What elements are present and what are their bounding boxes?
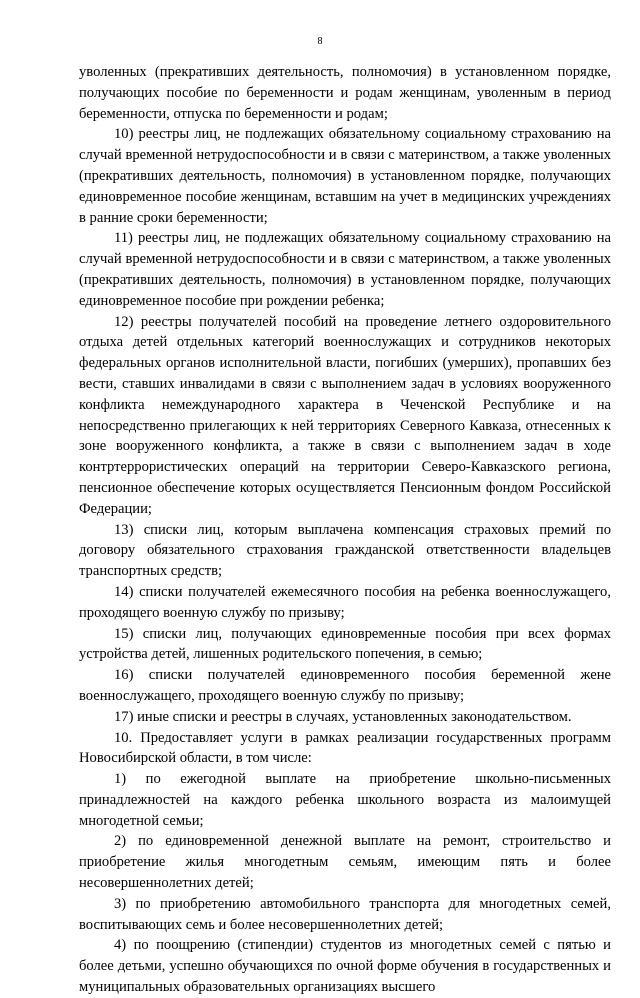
paragraph-continuation: уволенных (прекративших деятельность, полномочия) в установленном порядке, получающих пособие по беременности и родам женщинам, уволенным в период беременности, отпуска по беременности и родам; — [79, 64, 611, 122]
list-item-14: 14) списки получателей ежемесячного пособия на ребенка военнослужащего, проходящего военную службу по призыву; — [79, 583, 611, 621]
list-item-10: 10) реестры лиц, не подлежащих обязательному социальному страхованию на случай временной нетрудоспособности и в связи с материнством, а также уволенных (прекративших деятельность, полномочия) в установленном порядке, получающих единовременное пособие женщинам, вставшим на учет в медицинских учреждениях в ранние сроки беременности; — [79, 126, 611, 226]
document-body — [79, 62, 611, 998]
service-item-1: 1) по ежегодной выплате на приобретение школьно-письменных принадлежностей на каждого ребенка школьного возраста из малоимущей многодетной семьи; — [79, 771, 611, 829]
list-item-17: 17) иные списки и реестры в случаях, установленных законодательством. — [114, 708, 572, 725]
list-item-15: 15) списки лиц, получающих единовременные пособия при всех формах устройства детей, лишенных родительского попечения, в семью; — [79, 625, 611, 663]
list-item-13: 13) списки лиц, которым выплачена компенсация страховых премий по договору обязательного страхования гражданской ответственности владельцев транспортных средств; — [79, 521, 611, 580]
section-10-heading: 10. Предоставляет услуги в рамках реализации государственных программ Новосибирской области, в том числе: — [79, 729, 611, 767]
page-number: 8 — [317, 36, 323, 47]
service-item-2: 2) по единовременной денежной выплате на ремонт, строительство и приобретение жилья многодетным семьям, имеющим пять и более несовершеннолетних детей; — [79, 833, 611, 892]
list-item-12: 12) реестры получателей пособий на проведение летнего оздоровительного отдыха детей отдельных категорий военнослужащих и сотрудников некоторых федеральных органов исполнительной власти, погибших (умерших), пропавших без вести, ставших инвалидами в связи с выполнением задач в условиях вооруженного конфликта немеждународного характера в Чеченской Республике и на непосредственно прилегающих к ней территориях Северного Кавказа, отнесенных к зоне вооруженного конфликта, а также в связи с выполнением задач в ходе контртеррористических операций на территории Северо-Кавказского региона, пенсионное обеспечение которых осуществляется Пенсионным фондом Российской Федерации; — [79, 313, 611, 517]
list-item-11: 11) реестры лиц, не подлежащих обязательному социальному страхованию на случай временной нетрудоспособности и в связи с материнством, а также уволенных (прекративших деятельность, полномочия) в установленном порядке, получающих единовременное пособие при рождении ребенка; — [79, 230, 611, 309]
service-item-3: 3) по приобретению автомобильного транспорта для многодетных семей, воспитывающих семь и более несовершеннолетних детей; — [79, 895, 611, 933]
service-item-4: 4) по поощрению (стипендии) студентов из многодетных семей с пятью и более детьми, успешно обучающихся по очной форме обучения в государственных и муниципальных образовательных организациях высшего — [79, 937, 611, 996]
list-item-16: 16) списки получателей единовременного пособия беременной жене военнослужащего, проходящего военную службу по призыву; — [79, 667, 611, 704]
